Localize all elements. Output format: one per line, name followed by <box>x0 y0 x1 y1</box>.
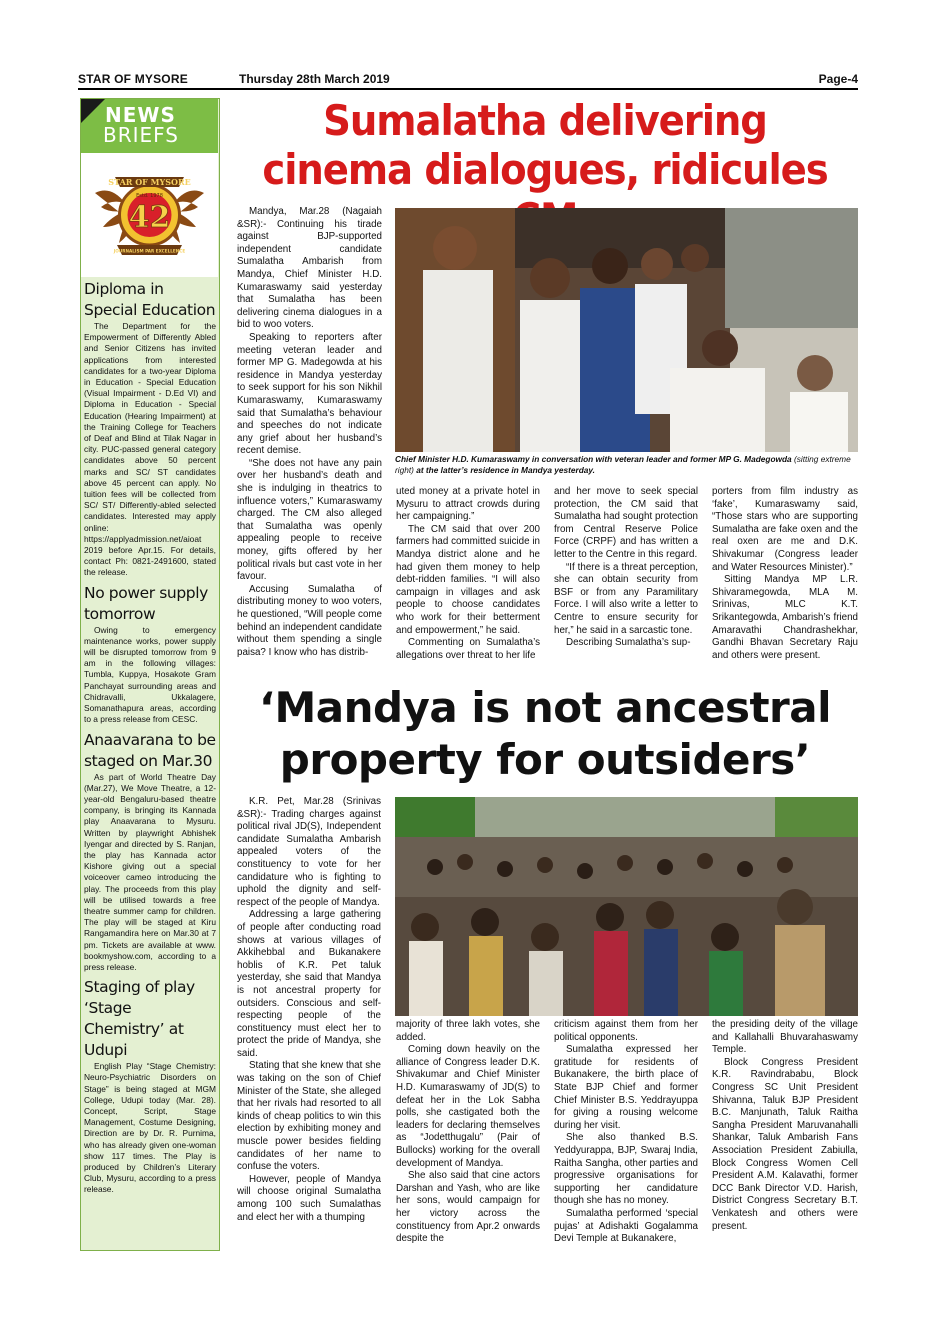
paragraph: “If there is a threat perception, she can obtain security from BSF or from any Paramilitary Force. I will also write a letter to Centre to ensure security for her,” he said in a sarcastic tone. <box>554 561 698 636</box>
paragraph: porters from film industry as ‘fake’, Kumaraswamy said, “Those stars who are supporting Sumalatha are fake oxen and the real oxen are me and D.K. Shivakumar (Congress leader and Water Resources Minister).” <box>712 486 858 573</box>
header-rule <box>78 88 858 90</box>
paragraph: “She does not have any pain over her husband’s death and she is indulging in theatrics to influence voters,” Kumaraswamy charged. The CM also alleged that Sumalatha was openly appealing people to receive money, gifts offered by her political rivals but cast vote in her favour. <box>237 457 382 583</box>
brief-title: Anaavarana to be staged on Mar.30 <box>84 730 216 770</box>
briefs-list <box>84 279 216 1200</box>
paragraph: and her move to seek special protection, the CM said that Sumalatha had sought protection from Central Reserve Police Force (CRPF) and has written a letter to the Centre in this regard. <box>554 486 698 560</box>
article2-headline: ‘Mandya is not ancestral property for outsiders’ <box>258 683 832 784</box>
paragraph: Sumalatha expressed her gratitude for residents of Bukanakere, the birth place of State BJP Chief and former Chief Minister B.S. Yeddrayuppa for giving a rousing welcome during her visit. <box>554 1044 698 1131</box>
meeting-photo-icon <box>395 208 858 452</box>
paragraph: Commenting on Sumalatha’s allegations over threat to her life <box>396 637 540 661</box>
article1-column-4 <box>712 486 858 680</box>
paragraph: Speaking to reporters after meeting veteran leader and former MP G. Madegowda at his residence in Mandya yesterday to seek support for his son Nikhil Kumaraswamy, Kumaraswamy said that Sumalatha’s behaviour and speeches do not indicate any grief about her husband’s recent demise. <box>237 331 382 457</box>
brief-body: English Play “Stage Chemistry: Neuro-Psychiatric Disorders on Stage” is being staged at MGM College, Udupi today (Mar. 28). Concept, Script, Stage Management, Costume Designing, Direction are by Dr. R. Purnima, who has already given one-woman show 117 times. The Play is produced by Children’s Literary Club, Mysuru, according to a press release. <box>84 1061 216 1195</box>
paragraph: Stating that she knew that she was taking on the son of Chief Minister of the State, she alleged that her rivals had resorted to all kinds of cheap politics to win this election by exhibiting money and muscle power besides fielding candidates of her name to confuse the voters. <box>237 1060 381 1173</box>
brief-body: Owing to emergency maintenance works, power supply will be disrupted tomorrow from 9 am in the following villages: Tumbla, Kuppya, Hosakote Gram Panchayat surrounding areas and Chidravalli, Ukkalagere, Somanathapura areas, according to a press release from CESC. <box>84 624 216 725</box>
brief-title: No power supply tomorrow <box>84 583 208 623</box>
paragraph: the presiding deity of the village and Kallahalli Bhuvarahaswamy Temple. <box>712 1019 858 1056</box>
paragraph: Sitting Mandya MP L.R. Shivaramegowda, MLA M. Srinivas, MLC K.T. Srikantegowda, Ambarish’s friend Amaravathi Chandrashekhar, Gandhi Bhavan Secretary Raju and others were present. <box>712 574 858 661</box>
paragraph: However, people of Mandya will choose original Sumalatha among 100 such Sumalathas and elect her with a thumping <box>237 1173 381 1223</box>
paragraph: The CM said that over 200 farmers had committed suicide in Mandya district alone and he had given them money to help debt-ridden families. “I will also campaign in villages and ask people to choose candidates who work for their betterment and empowerment,” he said. <box>396 523 540 636</box>
paragraph: criticism against them from her political opponents. <box>554 1019 698 1043</box>
paragraph: She also thanked B.S. Yeddyurappa, BJP, Swaraj India, Raitha Sangha, other parties and progressive organisations for supporting her candidature though she has no money. <box>554 1132 698 1207</box>
anniversary-emblem-icon <box>81 153 218 277</box>
brief-item <box>84 977 216 1195</box>
article2-column-1 <box>237 796 381 1256</box>
caption-subject-note: (sitting extreme right) <box>395 454 851 475</box>
brief-body: The Department for the Empowerment of Differently Abled and Senior Citizens has invited applications from interested candidates for a two-year Diploma in Education - Special Education (Visual Impairment - D.Ed VI) and Diploma in Education - Special Education (Hearing Impairment) at the Training College for Teachers of Deaf and Blind at Tilak Nagar in city. PUC-passed general category candidates above 50 percent marks and SC/ ST candidates above 45 percent can apply. No tuition fees will be collected from SC/ ST/ Differently-abled selected candidates. Interested may apply online: https://applyadmission.net/aioat 2019 before Apr.15. For details, contact Ph: 0821-2491600, stated the release. <box>84 321 216 578</box>
banner-news-label: NEWS <box>105 103 176 127</box>
paragraph: Addressing a large gathering of people after conducting road shows at various villages of Akkihebbal and Bukanakere hoblis of K.R. Pet taluk yesterday, she said that Mandya is not ancestral property for outsiders. Conscious and self-respecting people of the constituency must elect her to protect the pride of Mandya, she said. <box>237 909 381 1059</box>
paragraph: She also said that cine actors Darshan and Yash, who are like her sons, would campaign for her victory across the constituency from Apr.2 onwards despite the <box>396 1170 540 1245</box>
brief-item <box>84 279 216 579</box>
caption-end: at the latter’s residence in Mandya yesterday. <box>416 465 595 475</box>
page-number: Page-4 <box>818 72 858 86</box>
article2-column-4 <box>712 1019 858 1259</box>
rally-crowd-photo-icon <box>395 797 858 1016</box>
brief-item <box>84 730 216 974</box>
logo-bottom-text: JOURNALISM PAR EXCELLENCE <box>113 248 186 254</box>
anniversary-logo <box>81 153 218 277</box>
paragraph: K.R. Pet, Mar.28 (Srinivas &SR):- Trading charges against political rival JD(S), Independent candidate Sumalatha Ambarish appealed voters of the constituency to vote for her candidature who is fighting to uphold the dignity and self-respect of the people of Mandya. <box>237 796 381 908</box>
article2-photo <box>395 797 858 1016</box>
page-header <box>78 70 858 90</box>
paragraph: uted money at a private hotel in Mysuru to attract crowds during her campaigning.” <box>396 486 540 523</box>
news-briefs-sidebar <box>80 98 220 1251</box>
logo-estd-text: Estd. 1978 <box>136 193 163 199</box>
paragraph: Mandya, Mar.28 (Nagaiah &SR):- Continuing his tirade against BJP-supported independent candidate Sumalatha Ambarish from Mandya, Chief Minister H.D. Kumaraswamy said yesterday that Sumalatha has been delivering cinema dialogues in a bid to woo voters. <box>237 206 382 331</box>
brief-item <box>84 583 216 726</box>
issue-date: Thursday 28th March 2019 <box>239 72 390 86</box>
paragraph: Block Congress President K.R. Ravindrababu, Block Congress SC Unit President Shivanna, Taluk BJP President B.C. Manjunath, Taluk Raitha Sangha President Maruvanahalli Shankar, Taluk Ambarish Fans Association President Zabiulla, Block Congress Women Cell President A.M. Kalavathi, former DCC Bank Director V.D. Harish, District Congress Secretary B.T. Venkatesh and others were present. <box>712 1056 858 1232</box>
logo-number: 42 <box>128 200 171 235</box>
paragraph: Sumalatha performed ‘special pujas’ at Adishakti Gogalamma Devi Temple at Bukanakere, <box>554 1207 698 1245</box>
logo-top-text: STAR OF MYSORE <box>108 177 191 187</box>
paragraph: Describing Sumalatha’s sup- <box>566 637 691 649</box>
article1-headline: Sumalatha delivering cinema dialogues, ridicules <box>262 96 828 194</box>
brief-title: Diploma in Special Education <box>84 280 216 319</box>
article2-column-3 <box>554 1019 698 1259</box>
article1-column-3 <box>554 486 698 680</box>
article1-photo <box>395 208 858 452</box>
caption-main: Chief Minister H.D. Kumaraswamy in conversation with veteran leader and former MP G. Madegowda <box>395 454 792 464</box>
paragraph: majority of three lakh votes, she added. <box>396 1019 540 1043</box>
paragraph: Accusing Sumalatha of distributing money to woo voters, he questioned, “Will people come behind an independent candidate without them spending a single paisa? I know who has distrib- <box>237 583 382 658</box>
article1-column-2 <box>396 486 540 680</box>
publication-name: STAR OF MYSORE <box>78 72 188 86</box>
news-briefs-banner <box>81 99 218 153</box>
article1-photo-caption <box>395 454 858 476</box>
article2-column-2 <box>396 1019 540 1259</box>
brief-title: Staging of play ‘Stage Chemistry’ at Udupi <box>84 978 195 1060</box>
banner-corner <box>81 99 105 123</box>
article1-column-1 <box>237 206 382 678</box>
brief-body: As part of World Theatre Day (Mar.27), We Move Theatre, a 12-year-old Bengaluru-based theatre company, is bringing its Kannada play Anaavarana to Mysuru. Written by playwright Abhishek Iyengar and directed by S. Ranjan, the play has Kannada actor Kishore giving out a special voiceover cameo introducing the play. The proceeds from this play will be utilised towards a free theatre summer camp for children. The play will be staged at Kiru Rangamandira here on Mar.30 at 7 pm. Tickets are available at www. bookmyshow.com, according to a press release. <box>84 771 216 972</box>
banner-briefs-label: BRIEFS <box>103 123 179 147</box>
paragraph: Coming down heavily on the alliance of Congress leader D.K. Shivakumar and Chief Minister H.D. Kumaraswamy of JD(S) to defeat her in the Lok Sabha polls, she castigated both the leaders for declaring themselves as “Jodetthugalu” (Pair of Bullocks) working for the overall development of Mandya. <box>396 1044 540 1169</box>
